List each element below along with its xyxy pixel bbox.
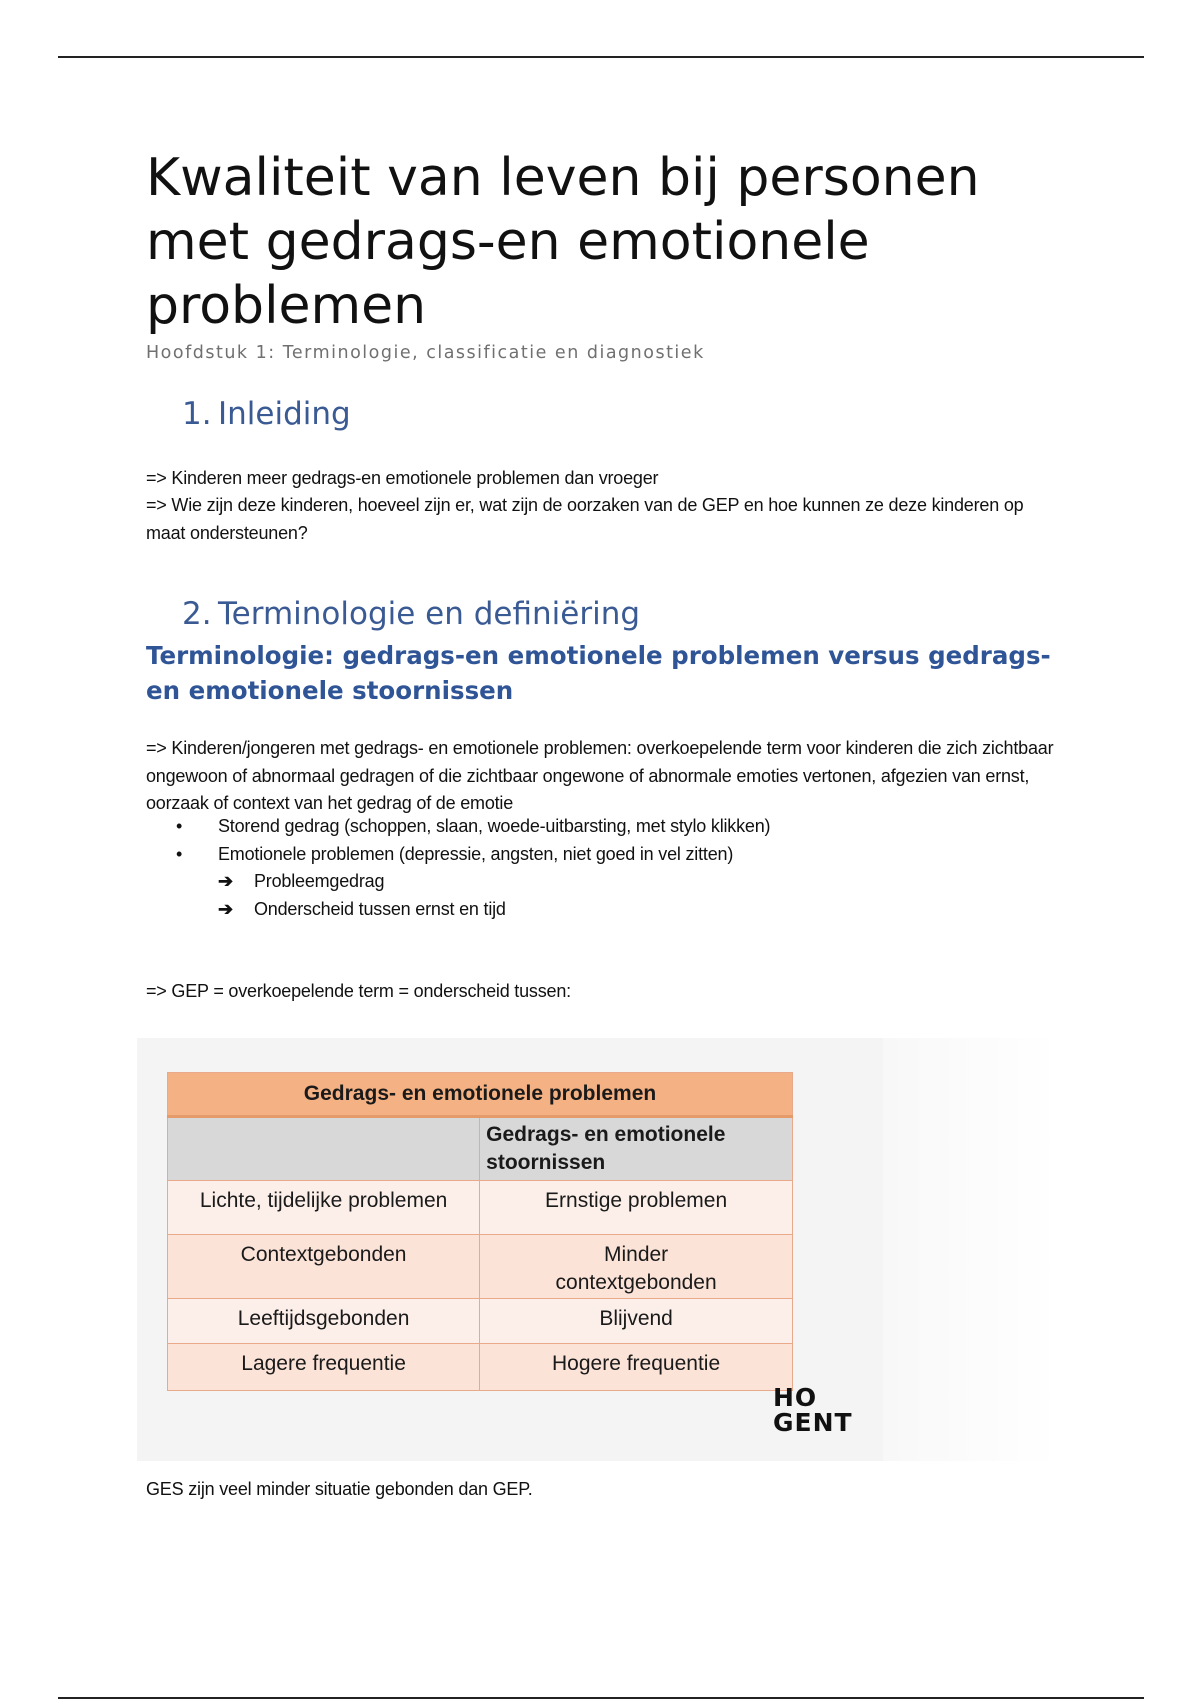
footer-rule [58, 1697, 1144, 1699]
list-item: • Emotionele problemen (depressie, angsten, niet goed in vel zitten) [176, 841, 770, 869]
table-subheader-right: Gedrags- en emotionele stoornissen [480, 1117, 793, 1181]
table-row [168, 1181, 793, 1235]
table-cell: Blijvend [480, 1299, 793, 1344]
list-item: ➔ Onderscheid tussen ernst en tijd [218, 896, 506, 924]
table-cell: Lagere frequentie [168, 1344, 480, 1391]
arrow-right-icon: ➔ [218, 871, 233, 891]
table-cell: Lichte, tijdelijke problemen [168, 1181, 480, 1235]
section-1-line-1: => Kinderen meer gedrags-en emotionele problemen dan vroeger [146, 468, 659, 488]
section-2-subheading: Terminologie: gedrags-en emotionele problemen versus gedrags-en emotionele stoornissen [146, 641, 1051, 705]
section-1-heading [182, 396, 351, 432]
bullet-icon: • [176, 843, 183, 864]
comparison-figure [137, 1038, 883, 1461]
table-cell: Ernstige problemen [480, 1181, 793, 1235]
comparison-table [167, 1072, 793, 1391]
section-2-intro: => Kinderen/jongeren met gedrags- en emotionele problemen: overkoepelende term voor kinderen die zich zichtbaar ongewoon of abnormaal gedragen of die zichtbaar ongewone of abnormale emoties vertonen, afgezien van ernst, oorzaak of context van het gedrag of de emotie [146, 738, 1054, 813]
document-subtitle: Hoofdstuk 1: Terminologie, classificatie en diagnostiek [146, 343, 705, 363]
closing-line: GES zijn veel minder situatie gebonden dan GEP. [146, 1479, 533, 1499]
hogent-logo: HO GENT [773, 1383, 853, 1437]
arrow-right-icon: ➔ [218, 898, 233, 919]
bullet-icon: • [176, 816, 183, 836]
section-1-line-2: => Wie zijn deze kinderen, hoeveel zijn er, wat zijn de oorzaken van de GEP en hoe kunnen ze deze kinderen op maat ondersteunen? [146, 495, 1024, 543]
table-row [168, 1299, 793, 1344]
table-subheader-left [168, 1117, 480, 1181]
document-title: Kwaliteit van leven bij personen met gedrags-en emotionele problemen [146, 148, 980, 336]
table-cell: Leeftijdsgebonden [168, 1299, 480, 1344]
figure-shadow [883, 1038, 1058, 1461]
section-2-title: Terminologie en definiëring [218, 596, 641, 632]
list-item: • Storend gedrag (schoppen, slaan, woede-uitbarsting, met stylo klikken) [176, 813, 770, 841]
section-1-title: Inleiding [218, 396, 351, 432]
section-2-heading [182, 596, 640, 632]
header-rule [58, 56, 1144, 58]
table-cell: Contextgebonden [168, 1235, 480, 1299]
bullet-list [176, 813, 770, 868]
table-cell: Hogere frequentie [480, 1344, 793, 1391]
table-row [168, 1235, 793, 1299]
table-cell: Minder contextgebonden [480, 1235, 793, 1299]
table-row [168, 1344, 793, 1391]
arrow-list [218, 868, 506, 923]
section-2-number: 2. [182, 596, 212, 632]
section-1-number: 1. [182, 396, 212, 432]
table-header: Gedrags- en emotionele problemen [168, 1073, 793, 1117]
gep-definition-line: => GEP = overkoepelende term = onderscheid tussen: [146, 981, 571, 1001]
list-item: ➔ Probleemgedrag [218, 868, 506, 896]
